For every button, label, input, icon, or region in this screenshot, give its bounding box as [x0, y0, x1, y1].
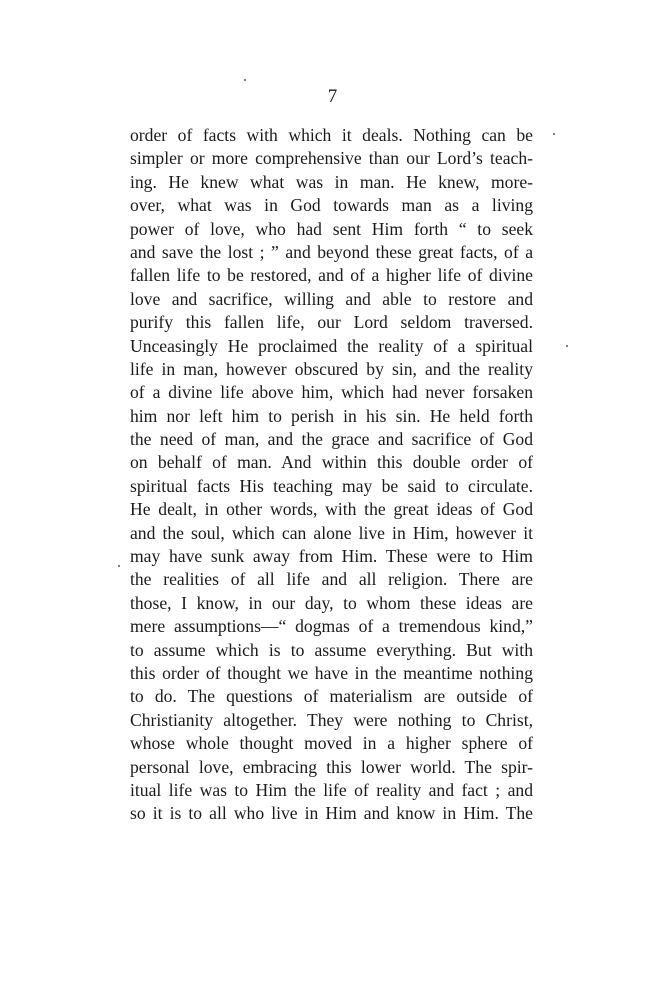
text-line: whose whole thought moved in a higher sphere of	[130, 733, 533, 754]
text-line: to do. The questions of materialism are outside of	[130, 686, 533, 707]
text-line: and save the lost ; ” and beyond these great facts, of a	[130, 241, 533, 262]
text-line: of a divine life above him, which had never forsaken	[130, 382, 533, 403]
text-line: those, I know, in our day, to whom these ideas are	[130, 592, 533, 613]
text-line: and the soul, which can alone live in Him, however it	[130, 522, 533, 543]
page-number: 7	[327, 86, 338, 107]
text-line: love and sacrifice, willing and able to restore and	[130, 288, 533, 309]
text-line: power of love, who had sent Him forth “ to seek	[130, 218, 533, 239]
text-line: purify this fallen life, our Lord seldom traversed.	[130, 312, 533, 333]
body-text	[130, 124, 533, 826]
text-line: on behalf of man. And within this double order of	[130, 452, 533, 473]
text-line: ing. He knew what was in man. He knew, more-	[130, 171, 533, 192]
text-line: Unceasingly He proclaimed the reality of a spiritual	[130, 335, 533, 356]
text-line: the realities of all life and all religion. There are	[130, 569, 533, 590]
print-speck	[118, 565, 120, 567]
text-line: Christianity altogether. They were nothing to Christ,	[130, 709, 533, 730]
text-line: may have sunk away from Him. These were to Him	[130, 546, 533, 567]
text-line: him nor left him to perish in his sin. He held forth	[130, 405, 533, 426]
text-line: personal love, embracing this lower world. The spir-	[130, 756, 533, 777]
text-line: the need of man, and the grace and sacrifice of God	[130, 429, 533, 450]
text-line: order of facts with which it deals. Nothing can be	[130, 125, 533, 145]
print-speck	[244, 79, 246, 81]
text-line: over, what was in God towards man as a living	[130, 195, 533, 216]
text-line: spiritual facts His teaching may be said to circulate.	[130, 475, 533, 496]
text-line: itual life was to Him the life of reality and fact ; and	[130, 779, 533, 800]
text-line: simpler or more comprehensive than our Lord’s teach-	[130, 148, 533, 169]
text-line: so it is to all who live in Him and know in Him. The	[130, 803, 533, 824]
text-line: He dealt, in other words, with the great ideas of God	[130, 499, 533, 520]
text-line: fallen life to be restored, and of a higher life of divine	[130, 265, 533, 286]
print-speck	[553, 133, 555, 135]
print-speck	[566, 345, 568, 347]
text-line: mere assumptions—“ dogmas of a tremendous kind,”	[130, 616, 533, 637]
text-line: this order of thought we have in the meantime nothing	[130, 662, 533, 683]
text-line: to assume which is to assume everything. But with	[130, 639, 533, 660]
text-line: life in man, however obscured by sin, and the reality	[130, 358, 533, 379]
